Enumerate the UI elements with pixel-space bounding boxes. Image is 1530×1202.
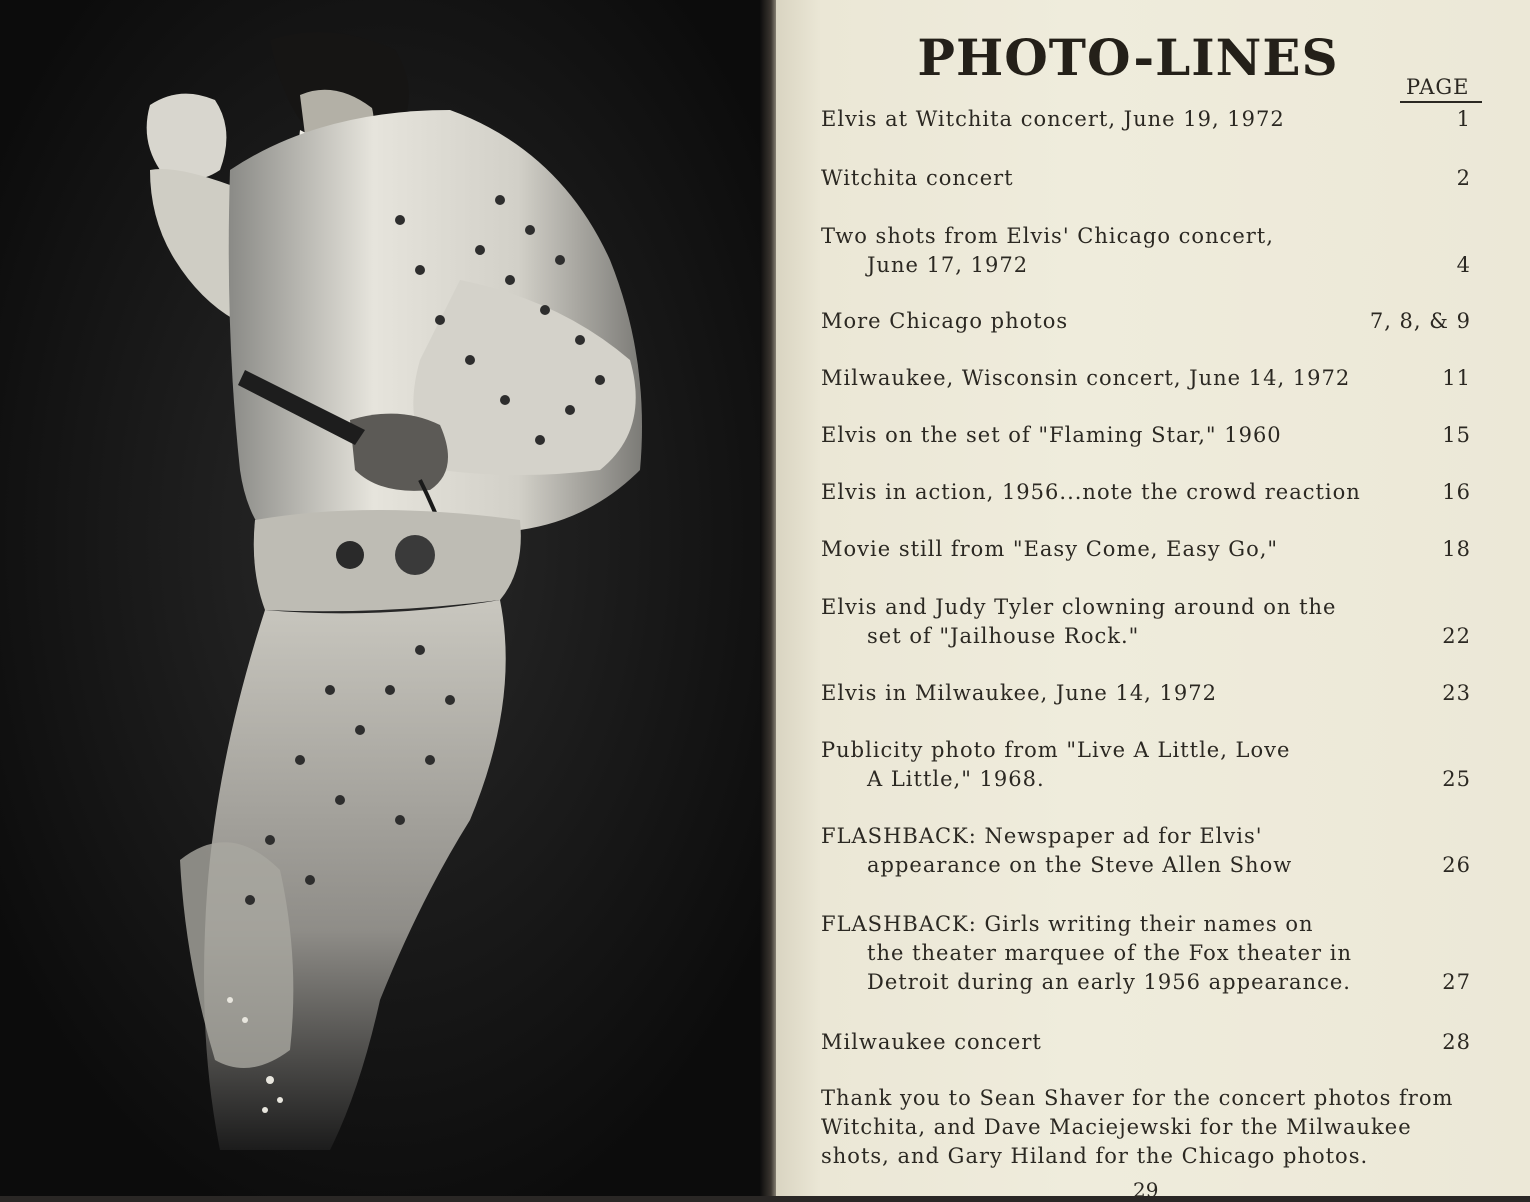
acknowledgement-paragraph	[821, 1084, 1511, 1171]
caption-text-line: Witchita concert	[821, 166, 1014, 190]
left-photo-page	[0, 0, 768, 1196]
caption-text-line: Milwaukee concert	[821, 1030, 1042, 1054]
caption-text-line: FLASHBACK: Newspaper ad for Elvis'	[821, 824, 1263, 848]
photo-caption-entry	[821, 535, 1471, 564]
caption-text-line: FLASHBACK: Girls writing their names on	[821, 912, 1314, 936]
caption-text-line: June 17, 1972	[867, 253, 1029, 277]
caption-page-number: 18	[1442, 537, 1471, 561]
photo-caption-entry	[821, 105, 1471, 134]
caption-page-number: 11	[1442, 366, 1471, 390]
caption-page-number: 27	[1442, 970, 1471, 994]
caption-text-line: Publicity photo from "Live A Little, Love	[821, 738, 1291, 762]
caption-text-line: the theater marquee of the Fox theater in	[867, 941, 1353, 965]
caption-page-number: 22	[1442, 624, 1471, 648]
page-column-header: PAGE	[1406, 75, 1470, 99]
caption-page-number: 7, 8, & 9	[1369, 309, 1471, 333]
caption-page-number: 1	[1456, 107, 1471, 131]
caption-page-number: 16	[1442, 480, 1471, 504]
photo-caption-entry	[821, 307, 1471, 336]
caption-text-line: More Chicago photos	[821, 309, 1069, 333]
caption-text-line: set of "Jailhouse Rock."	[867, 624, 1140, 648]
photo-caption-entry	[821, 1028, 1471, 1057]
caption-page-number: 2	[1456, 166, 1471, 190]
photo-caption-entry	[821, 478, 1471, 507]
caption-text-line: Elvis and Judy Tyler clowning around on the	[821, 595, 1337, 619]
photo-caption-entry	[821, 593, 1471, 651]
acknowledgement-line: shots, and Gary Hiland for the Chicago photos.	[821, 1144, 1369, 1168]
caption-text-line: Elvis on the set of "Flaming Star," 1960	[821, 423, 1282, 447]
photo-caption-entry	[821, 364, 1471, 393]
page-header-underline	[1400, 101, 1482, 103]
caption-text-line: A Little," 1968.	[867, 767, 1045, 791]
photo-caption-entry	[821, 679, 1471, 708]
acknowledgement-line: Thank you to Sean Shaver for the concert photos from	[821, 1086, 1454, 1110]
acknowledgement-line: Witchita, and Dave Maciejewski for the Milwaukee	[821, 1115, 1412, 1139]
caption-text-line: Elvis at Witchita concert, June 19, 1972	[821, 107, 1285, 131]
caption-text-line: Two shots from Elvis' Chicago concert,	[821, 224, 1274, 248]
photo-caption-entry	[821, 736, 1471, 794]
caption-text-line: Elvis in action, 1956...note the crowd reaction	[821, 480, 1361, 504]
photo-caption-entry	[821, 822, 1471, 880]
caption-page-number: 25	[1442, 767, 1471, 791]
caption-text-line: appearance on the Steve Allen Show	[867, 853, 1293, 877]
page-title: PHOTO-LINES	[917, 28, 1339, 87]
caption-text-line: Elvis in Milwaukee, June 14, 1972	[821, 681, 1217, 705]
caption-text-line: Detroit during an early 1956 appearance.	[867, 970, 1351, 994]
caption-text-line: Milwaukee, Wisconsin concert, June 14, 1972	[821, 366, 1351, 390]
caption-page-number: 4	[1456, 253, 1471, 277]
page-number: 29	[1133, 1178, 1159, 1202]
caption-page-number: 15	[1442, 423, 1471, 447]
performer-photo	[0, 0, 768, 1196]
caption-page-number: 28	[1442, 1030, 1471, 1054]
photo-caption-entry	[821, 164, 1471, 193]
photo-caption-entry	[821, 910, 1471, 997]
photo-caption-entry	[821, 421, 1471, 450]
caption-page-number: 26	[1442, 853, 1471, 877]
right-text-page	[776, 0, 1530, 1202]
caption-page-number: 23	[1442, 681, 1471, 705]
caption-text-line: Movie still from "Easy Come, Easy Go,"	[821, 537, 1279, 561]
photo-caption-entry	[821, 222, 1471, 280]
